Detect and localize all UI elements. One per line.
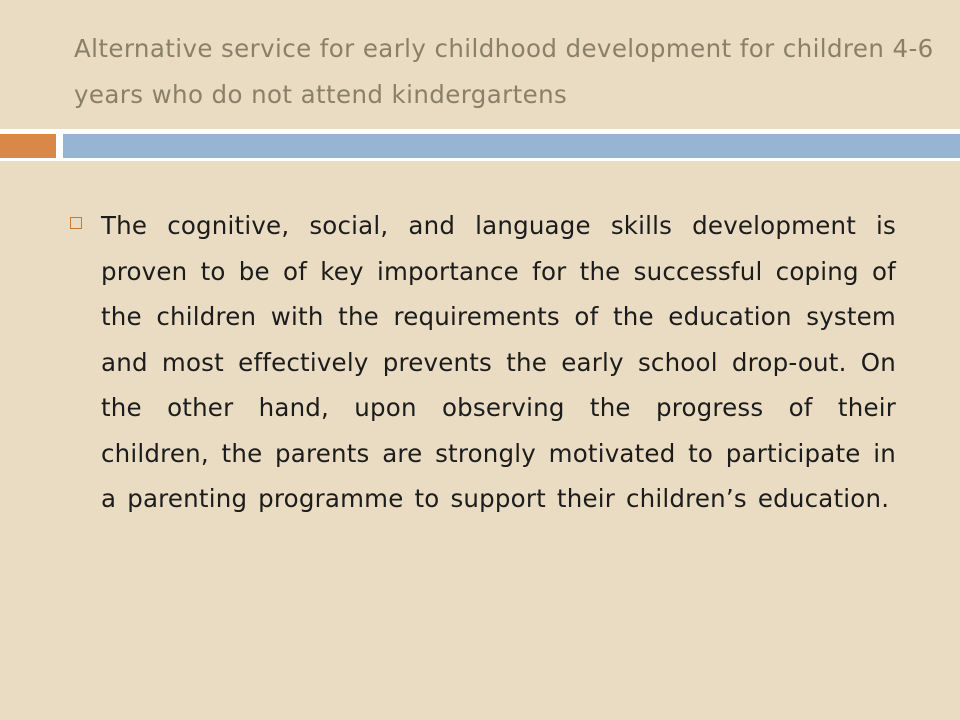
bullet-item	[66, 203, 896, 522]
header-divider-main-bar	[63, 134, 960, 158]
slide-title: Alternative service for early childhood development for children 4-6 years who do not attend kindergartens	[74, 34, 934, 109]
bullet-list	[66, 203, 896, 522]
bullet-text: The cognitive, social, and language skills development is proven to be of key importance for the successful coping of the children with the requirements of the education system and most effectively prevents the early school drop-out. On the other hand, upon observing the progress of their children, the parents are strongly motivated to participate in a parenting programme to support their children’s education.	[101, 211, 896, 513]
header-divider-accent-bar	[0, 134, 56, 158]
square-bullet-icon	[70, 217, 82, 229]
